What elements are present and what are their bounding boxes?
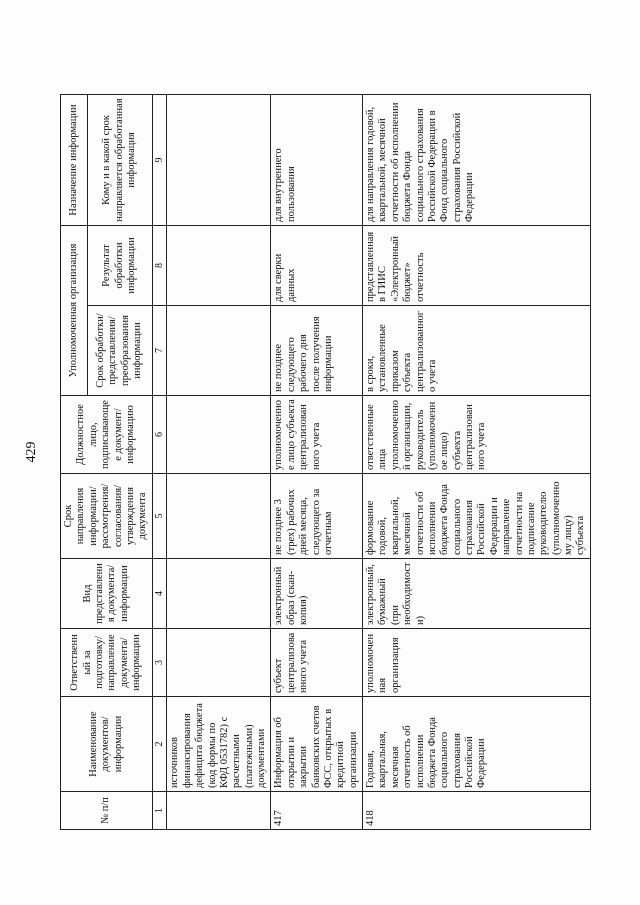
row-number <box>167 792 271 830</box>
column-number-row <box>152 95 167 830</box>
header-recipient: Кому и в какой срок направляется обработанная информация <box>88 95 153 226</box>
header-number: № п/п <box>61 792 153 830</box>
page-number: 429 <box>24 441 39 463</box>
table-row <box>363 95 591 830</box>
responsible-cell <box>167 629 271 697</box>
responsible-cell: уполномоченная организация <box>363 629 591 697</box>
column-number: 8 <box>152 226 167 306</box>
recipient-cell: для направления годовой, квартальной, месячной отчетности об исполнении бюджета Фонда социального страхования Российской Федерации в Фонд социального страхования Российской Федерации <box>363 95 591 226</box>
result-cell: представленная в ГИИС «Электронный бюджет» отчетность <box>363 226 591 306</box>
header-doc-name: Наименование документов/ информации <box>61 697 153 792</box>
kind-cell: электронный образ (скан-копия) <box>271 559 363 629</box>
header-responsible: Ответственный за подготовку/ направление документа/ информации <box>61 629 153 697</box>
result-cell: для сверки данных <box>271 226 363 306</box>
doc-name-cell: Годовая, квартальная, месячная отчетность об исполнении бюджета Фонда социального страхования Российской Федерации <box>363 697 591 792</box>
proc-term-cell: не позднее следующего рабочего дня после получения информации <box>271 306 363 396</box>
official-cell: уполномоченное лицо субъекта централизованного учета <box>271 396 363 474</box>
table-row <box>271 95 363 830</box>
column-number: 4 <box>152 559 167 629</box>
header-result: Результат обработки информации <box>88 226 153 306</box>
kind-cell <box>167 559 271 629</box>
header-kind: Вид представления документа/ информации <box>61 559 153 629</box>
header-term: Срок направления информации/ рассмотрения/ согласования/ утверждения документа <box>61 474 153 559</box>
rotated-table-frame <box>60 95 587 830</box>
doc-name-cell: источников финансирования дефицита бюджета (код формы по КФД 0531782) с расчетными (платежными) документами <box>167 697 271 792</box>
result-cell <box>167 226 271 306</box>
term-cell: не позднее 3 (трех) рабочих дней месяца, следующего за отчетным <box>271 474 363 559</box>
table-row <box>167 95 271 830</box>
recipient-cell <box>167 95 271 226</box>
row-number: 418 <box>363 792 591 830</box>
responsible-cell: субъект централизованного учета <box>271 629 363 697</box>
recipient-cell: для внутреннего пользования <box>271 95 363 226</box>
header-group-purpose: Назначение информации <box>61 95 88 226</box>
column-number: 6 <box>152 396 167 474</box>
doc-name-cell: Информация об открытии и закрытии банковских счетов ФСС, открытых в кредитной организации <box>271 697 363 792</box>
column-number: 7 <box>152 306 167 396</box>
kind-cell: электронный, бумажный (при необходимости) <box>363 559 591 629</box>
proc-term-cell: в сроки, установленные приказом субъекта централизованного учета <box>363 306 591 396</box>
column-number: 1 <box>152 792 167 830</box>
term-cell <box>167 474 271 559</box>
document-table <box>60 94 591 830</box>
column-number: 9 <box>152 95 167 226</box>
header-official: Должностное лицо, подписывающее документ/ информацию <box>61 396 153 474</box>
column-number: 2 <box>152 697 167 792</box>
term-cell: формование годовой, квартальной, месячной отчетности об исполнении бюджета Фонда социального страхования Российской Федерации и направление отчетности на подписание руководителю (уполномоченному лицу) субъекта <box>363 474 591 559</box>
column-number: 5 <box>152 474 167 559</box>
header-row-1 <box>61 95 88 830</box>
row-number: 417 <box>271 792 363 830</box>
header-group-authorized: Уполномоченная организация <box>61 226 88 396</box>
proc-term-cell <box>167 306 271 396</box>
official-cell: ответственные лица уполномоченной организации, руководитель (уполномоченное лицо) субъекта централизованного учета <box>363 396 591 474</box>
header-proc-term: Срок обработки/ представления/ преобразования информации <box>88 306 153 396</box>
official-cell <box>167 396 271 474</box>
column-number: 3 <box>152 629 167 697</box>
